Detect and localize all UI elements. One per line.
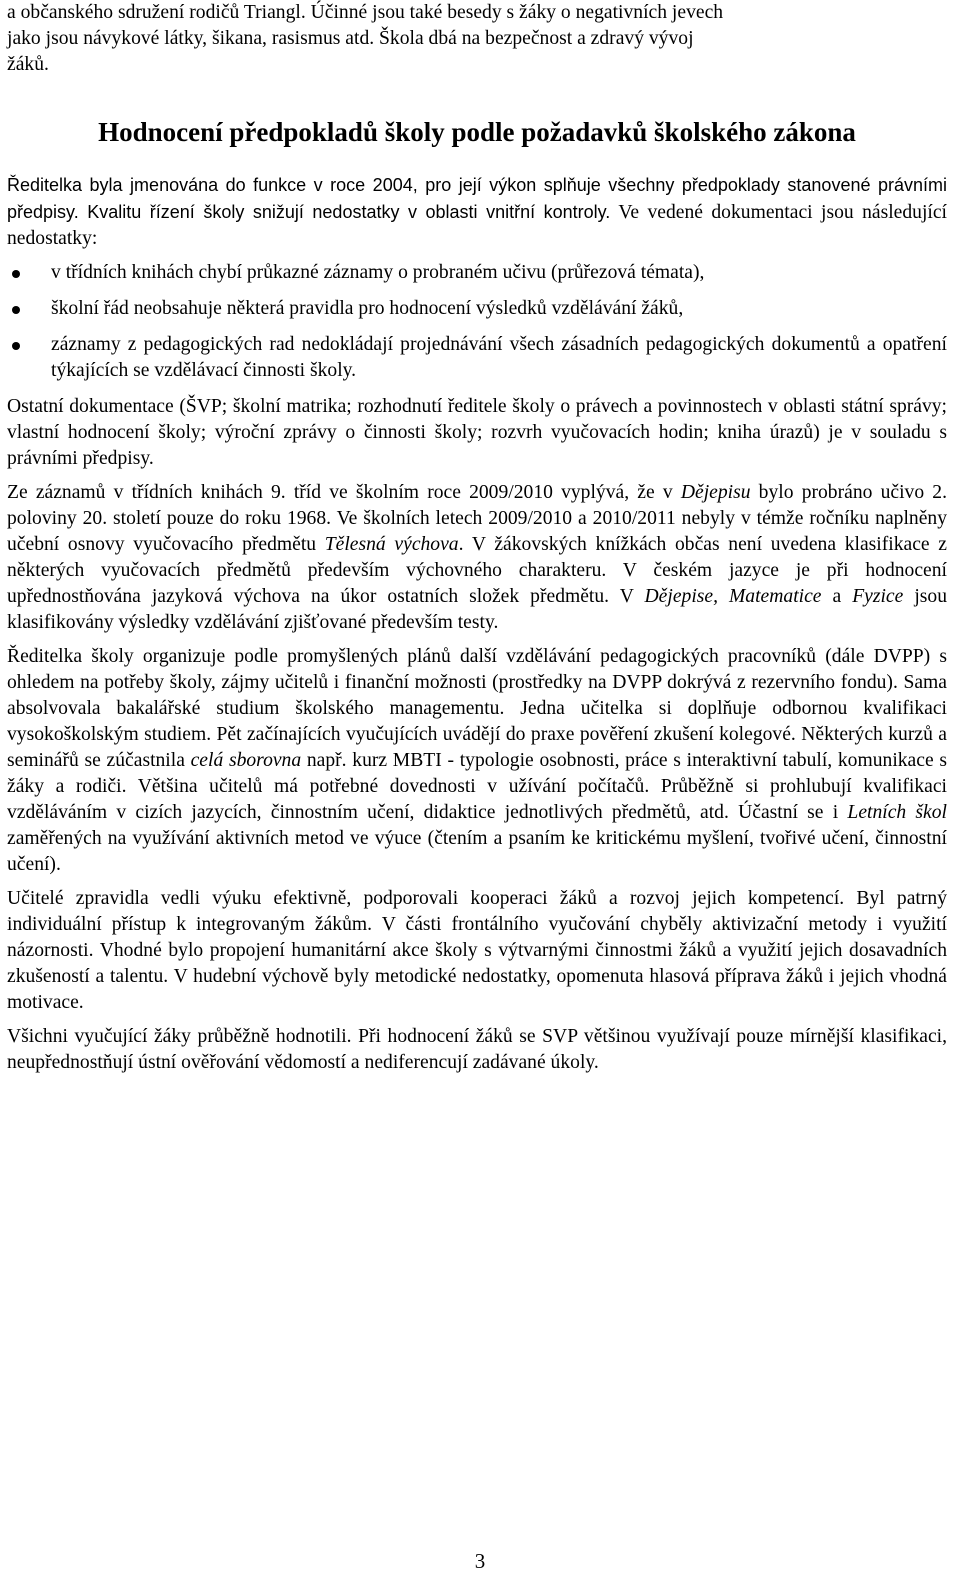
page-number: 3: [474, 1549, 486, 1573]
subject-pe: Tělesná výchova: [324, 534, 459, 555]
paragraph-class-books: Ze záznamů v třídních knihách 9. tříd ve školním roce 2009/2010 vyplývá, že v Dějepisu bylo probráno učivo 2. poloviny 20. století pouze do roku 1968. Ve školních letech 2009/2010 a 2010/2011 nebyly v témže ročníku naplněny učební osnovy vyučovacího předmětu Tělesná výchova. V žákovských knížkách občas není uvedena klasifikace z některých vyučovacích předmětů především výchovného charakteru. V českém jazyce je při hodnocení upřednostňována jazyková výchova na úkor ostatních složek předmětu. V Dějepise, Matematice a Fyzice jsou klasifikovány výsledky vzdělávání zjišťované především testy.: [7, 482, 948, 633]
list-item: záznamy z pedagogických rad nedokládají projednávání všech zásadních pedagogických dokumentů a opatření týkajících se vzdělávací činnosti školy.: [7, 332, 947, 384]
intro-line-2: jako jsou návykové látky, šikana, rasismus atd. Škola dbá na bezpečnost a zdravý vývoj: [7, 28, 694, 49]
whole-staff: celá sborovna: [190, 750, 302, 771]
paragraph-director-serif-text: Ve vedené dokumentaci jsou následující nedostatky:: [7, 202, 947, 249]
subject-history: Dějepisu: [680, 482, 751, 503]
list-item: školní řád neobsahuje některá pravidla pro hodnocení výsledků vzdělávání žáků,: [7, 296, 947, 322]
intro-paragraph: [7, 0, 947, 78]
intro-line-1: a občanského sdružení rodičů Triangl. Účinné jsou také besedy s žáky o negativních jevech: [7, 2, 724, 23]
paragraph-dvpp: Ředitelka školy organizuje podle promyšlených plánů další vzdělávání pedagogických pracovníků (dále DVPP) s ohledem na potřeby školy, zájmy učitelů i finanční možnosti (prostředky na DVPP dokrývá z rezervního fondu). Sama absolvovala bakalářské studium školského managementu. Jedna učitelka si doplňuje odbornou kvalifikaci vysokoškolským studiem. Pět začínajících vyučujících uvádějí do praxe pověření zkušení kolegové. Některých kurzů a seminářů se zúčastnila celá sborovna např. kurz MBTI - typologie osobnosti, práce s interaktivní tabulí, komunikace s žáky a rodiči. Většina učitelů má potřebné dovednosti v užívání počítačů. Průběžně si prohlubují kvalifikaci vzděláváním v cizích jazycích, činnostním učení, didaktice jednotlivých předmětů, atd. Účastní se i Letních škol zaměřených na využívání aktivních metod ve výuce (čtením a psaním ke kritickému myšlení, tvořivé učení, činnostní učení).: [7, 646, 947, 875]
paragraph-evaluation: Všichni vyučující žáky průběžně hodnotili. Při hodnocení žáků se SVP většinou využívají pouze mírnější klasifikaci, neupřednostňují ústní ověřování vědomostí a nediferencují zadávané úkoly.: [7, 1026, 947, 1073]
deficiency-list: [7, 260, 947, 384]
paragraph-director: [7, 172, 947, 252]
paragraph-documentation: Ostatní dokumentace (ŠVP; školní matrika; rozhodnutí ředitele školy o právech a povinnostech v oblasti státní správy; vlastní hodnocení školy; výroční zprávy o činnosti školy; rozvrh vyučovacích hodin; kniha úrazů) je v souladu s právními předpisy.: [7, 396, 947, 469]
intro-line-3: žáků.: [7, 54, 49, 75]
document-page: [7, 0, 947, 1076]
paragraph-teaching: Učitelé zpravidla vedli výuku efektivně, podporovali kooperaci žáků a rozvoj jejich kompetencí. Byl patrný individuální přístup k integrovaným žákům. V části frontálního vyučování chyběly aktivizační metody i využití názornosti. Vhodné bylo propojení humanitární akce školy s výtvarnými činnostmi žáků a využití jejich dosavadních zkušeností a talentu. V hudební výchově byly metodické nedostatky, opomenuta hlasová příprava žáků i jejich vhodná motivace.: [7, 888, 947, 1013]
section-heading: Hodnocení předpokladů školy podle požadavků školského zákona: [98, 117, 856, 147]
subject-physics: Fyzice: [852, 586, 904, 607]
summer-schools: Letních škol: [847, 802, 947, 823]
list-item: v třídních knihách chybí průkazné záznamy o probraném učivu (průřezová témata),: [7, 260, 947, 286]
subject-history-math: Dějepise, Matematice: [644, 586, 822, 607]
paragraph-director-sans-text: Ředitelka byla jmenována do funkce v roce 2004, pro její výkon splňuje všechny předpoklady stanovené právními předpisy. Kvalitu řízení školy snižují nedostatky v oblasti vnitřní kontroly.: [7, 175, 947, 222]
